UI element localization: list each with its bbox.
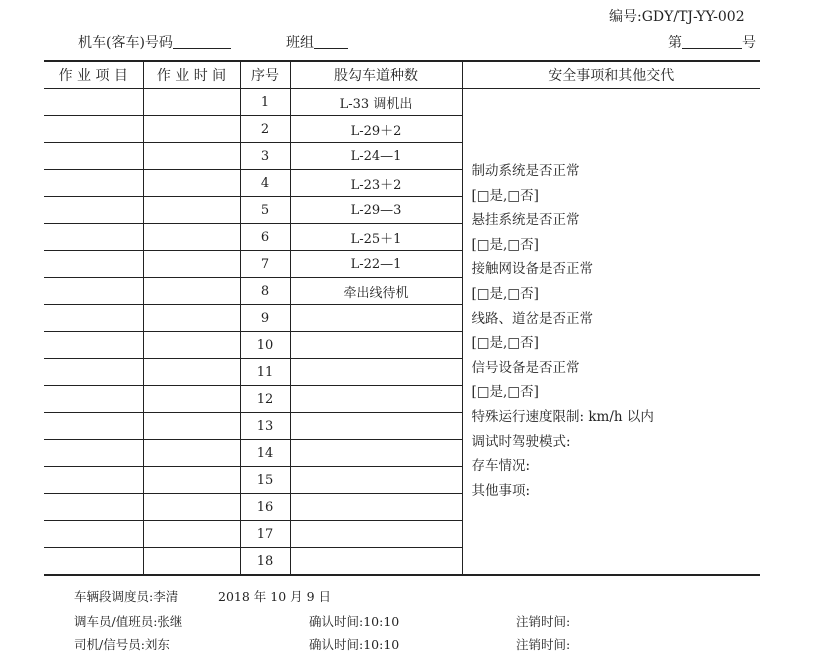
track-hook-cell[interactable] [290,521,462,548]
sequence-cell: 9 [240,305,290,332]
driver-confirm-time: 确认时间:10:10 [309,637,400,652]
form-date: 2018 年 10 月 9 日 [218,589,332,604]
safety-note-line: 其他事项: [471,482,531,499]
operation-time-cell[interactable] [143,170,240,197]
operation-item-cell[interactable] [44,386,143,413]
safety-notes-list [463,89,761,503]
track-hook-cell[interactable] [290,440,462,467]
operation-item-cell[interactable] [44,494,143,521]
sequence-cell: 6 [240,224,290,251]
track-hook-cell[interactable] [290,386,462,413]
safety-notes-cell [462,89,760,576]
operation-time-cell[interactable] [143,332,240,359]
operation-item-cell[interactable] [44,413,143,440]
sequence-cell: 16 [240,494,290,521]
operation-item-cell[interactable] [44,359,143,386]
sequence-cell: 18 [240,548,290,576]
safety-note-line: 存车情况: [471,458,531,475]
shunter-cancel-time: 注销时间: [516,614,571,629]
operation-item-cell[interactable] [44,278,143,305]
sequence-cell: 11 [240,359,290,386]
operation-item-cell[interactable] [44,197,143,224]
document-number: 编号:GDY/TJ-YY-002 [609,9,745,25]
track-hook-cell[interactable] [290,359,462,386]
operation-item-cell[interactable] [44,170,143,197]
track-hook-cell[interactable]: L-23＋2 [290,170,462,197]
track-hook-cell[interactable]: L-25＋1 [290,224,462,251]
sequence-cell: 15 [240,467,290,494]
driver-cancel-time: 注销时间: [516,637,571,652]
dispatcher-signature: 车辆段调度员:李清 [74,589,179,604]
sequence-number-field [668,32,756,52]
track-hook-cell[interactable] [290,467,462,494]
table-header-row [44,61,760,89]
track-hook-cell[interactable] [290,413,462,440]
sequence-cell: 4 [240,170,290,197]
safety-note-line: [□是,□否] [471,335,539,352]
operation-time-cell[interactable] [143,278,240,305]
sequence-cell: 1 [240,89,290,116]
operation-time-cell[interactable] [143,467,240,494]
safety-note-line: [□是,□否] [471,285,539,302]
sequence-number-blank[interactable] [682,34,742,49]
column-header-safety-notes: 安全事项和其他交代 [462,61,760,89]
safety-note-line: [□是,□否] [471,236,539,253]
column-header-operation-time: 作 业 时 间 [143,61,240,89]
track-hook-cell[interactable]: L-29＋2 [290,116,462,143]
operation-time-cell[interactable] [143,89,240,116]
operation-item-cell[interactable] [44,251,143,278]
track-hook-cell[interactable]: L-24—1 [290,143,462,170]
operation-time-cell[interactable] [143,494,240,521]
safety-note-line: [□是,□否] [471,187,539,204]
sequence-cell: 5 [240,197,290,224]
safety-note-line: 悬挂系统是否正常 [471,212,580,229]
sequence-prefix: 第 [668,35,682,51]
operation-time-cell[interactable] [143,359,240,386]
driver-signature: 司机/信号员:刘东 [74,637,170,652]
sequence-cell: 10 [240,332,290,359]
team-blank[interactable] [314,34,348,49]
shunting-operation-table [44,60,760,576]
sequence-cell: 12 [240,386,290,413]
operation-time-cell[interactable] [143,548,240,576]
team-field [286,32,348,52]
safety-note-line: 调试时驾驶模式: [471,433,571,450]
operation-time-cell[interactable] [143,521,240,548]
shunter-signature: 调车员/值班员:张继 [74,614,183,629]
sequence-cell: 2 [240,116,290,143]
track-hook-cell[interactable]: L-22—1 [290,251,462,278]
operation-item-cell[interactable] [44,548,143,576]
column-header-operation-item: 作 业 项 目 [44,61,143,89]
operation-item-cell[interactable] [44,116,143,143]
safety-note-line: 接触网设备是否正常 [471,261,593,278]
sequence-cell: 13 [240,413,290,440]
operation-time-cell[interactable] [143,386,240,413]
operation-time-cell[interactable] [143,440,240,467]
safety-note-line: 特殊运行速度限制: km/h 以内 [471,408,654,425]
safety-note-line: 制动系统是否正常 [471,163,580,179]
track-hook-cell[interactable] [290,305,462,332]
track-hook-cell[interactable] [290,332,462,359]
operation-item-cell[interactable] [44,305,143,332]
operation-time-cell[interactable] [143,224,240,251]
locomotive-number-field [78,32,231,52]
table-row [44,89,760,116]
operation-time-cell[interactable] [143,143,240,170]
sequence-cell: 7 [240,251,290,278]
operation-time-cell[interactable] [143,305,240,332]
track-hook-cell[interactable] [290,548,462,576]
operation-item-cell[interactable] [44,521,143,548]
sequence-suffix: 号 [742,35,756,51]
track-hook-cell[interactable]: L-29—3 [290,197,462,224]
operation-item-cell[interactable] [44,224,143,251]
column-header-sequence: 序号 [240,61,290,89]
locomotive-number-label: 机车(客车)号码 [78,35,173,51]
operation-time-cell[interactable] [143,197,240,224]
column-header-track-hook-count: 股勾车道种数 [290,61,462,89]
operation-time-cell[interactable] [143,116,240,143]
sequence-cell: 3 [240,143,290,170]
safety-note-line: 线路、道岔是否正常 [471,310,593,327]
sequence-cell: 14 [240,440,290,467]
sequence-cell: 17 [240,521,290,548]
operation-item-cell[interactable] [44,332,143,359]
operation-item-cell[interactable] [44,440,143,467]
team-label: 班组 [286,35,314,51]
track-hook-cell[interactable] [290,494,462,521]
locomotive-number-blank[interactable] [173,34,231,49]
operation-item-cell[interactable] [44,467,143,494]
sequence-cell: 8 [240,278,290,305]
safety-note-line: [□是,□否] [471,384,539,401]
operation-time-cell[interactable] [143,251,240,278]
operation-item-cell[interactable] [44,143,143,170]
operation-item-cell[interactable] [44,89,143,116]
shunter-confirm-time: 确认时间:10:10 [309,614,400,629]
operation-time-cell[interactable] [143,413,240,440]
safety-note-line: 信号设备是否正常 [471,359,580,376]
track-hook-cell[interactable]: 牵出线待机 [290,278,462,305]
track-hook-cell[interactable]: L-33 调机出 [290,89,462,116]
